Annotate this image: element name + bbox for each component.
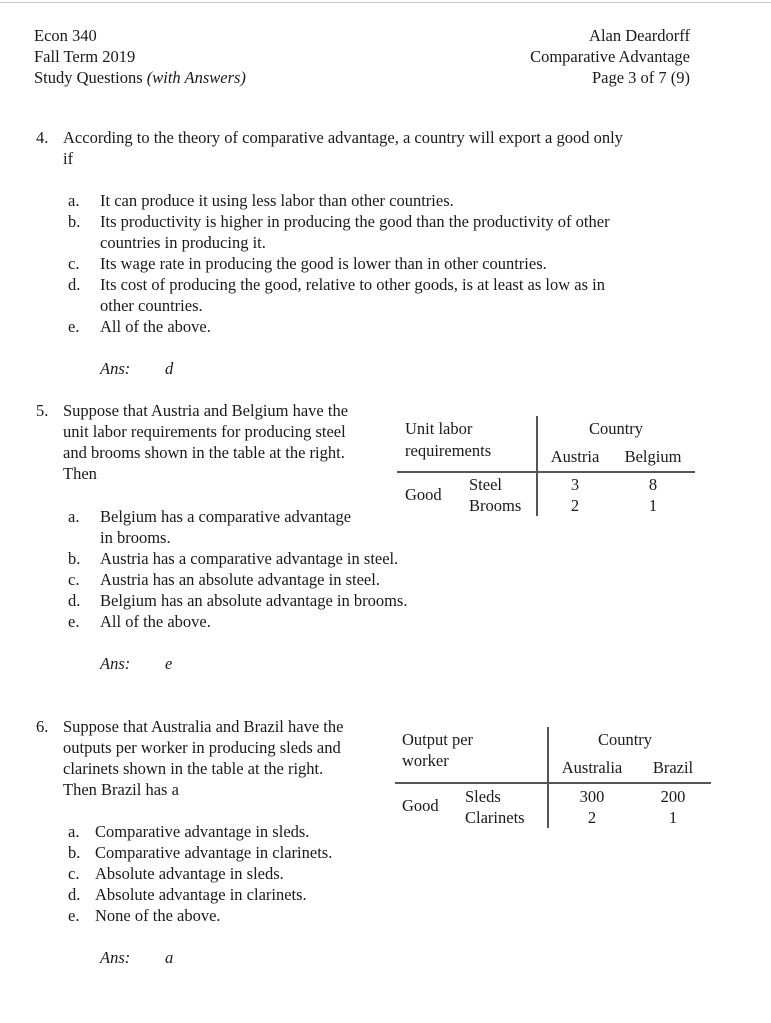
option-text: All of the above.	[100, 317, 211, 336]
option-text: Belgium has a comparative advantage	[100, 507, 352, 526]
answer-label: Ans:	[100, 948, 131, 967]
option-text: It can produce it using less labor than other countries.	[100, 191, 454, 210]
option-letter: b.	[68, 549, 81, 568]
page-top-border	[0, 2, 771, 3]
answer-label: Ans:	[100, 359, 131, 378]
option-letter: c.	[68, 570, 80, 589]
table-divider	[536, 416, 538, 516]
question-text: if	[63, 149, 74, 168]
question-text: Suppose that Australia and Brazil have the	[63, 717, 344, 736]
question-text: Then Brazil has a	[63, 780, 179, 799]
author: Alan Deardorff	[589, 26, 690, 45]
doc-type-italic: (with Answers)	[146, 68, 246, 87]
option-letter: a.	[68, 191, 80, 210]
table-row-group: Good	[405, 485, 442, 504]
table-row-label: Steel	[469, 475, 502, 494]
option-text: Absolute advantage in sleds.	[95, 864, 284, 883]
table-rule	[395, 782, 711, 784]
option-text: Austria has an absolute advantage in steel.	[100, 570, 380, 589]
option-letter: e.	[68, 612, 80, 631]
question-text: clarinets shown in the table at the right.	[63, 759, 324, 778]
question-text: outputs per worker in producing sleds and	[63, 738, 341, 757]
option-letter: d.	[68, 591, 81, 610]
doc-type-plain: Study Questions	[34, 68, 147, 87]
table-rule	[397, 471, 695, 473]
answer-label: Ans:	[100, 654, 131, 673]
table-divider	[547, 727, 549, 828]
topic: Comparative Advantage	[530, 47, 690, 66]
option-text: Comparative advantage in sleds.	[95, 822, 310, 841]
table-cell: 300	[579, 787, 605, 806]
table-cell: 8	[648, 475, 658, 494]
question-text: and brooms shown in the table at the right.	[63, 443, 345, 462]
option-text: Austria has a comparative advantage in steel.	[100, 549, 399, 568]
table-row-label: Brooms	[469, 496, 522, 515]
table-column-header: Australia	[561, 758, 623, 777]
option-letter: e.	[68, 317, 80, 336]
option-text: Its cost of producing the good, relative to other goods, is at least as low as in	[100, 275, 605, 294]
table-column-header: Austria	[550, 447, 600, 466]
option-text: in brooms.	[100, 528, 171, 547]
table-group-header: Country	[588, 419, 644, 438]
table-cell: 1	[648, 496, 658, 515]
question-text: Then	[63, 464, 97, 483]
option-text: Absolute advantage in clarinets.	[95, 885, 307, 904]
page-number: Page 3 of 7 (9)	[591, 68, 690, 87]
option-text: Belgium has an absolute advantage in brooms.	[100, 591, 408, 610]
answer-value: d	[165, 359, 174, 378]
option-letter: b.	[68, 212, 81, 231]
option-letter: c.	[68, 864, 80, 883]
question-text: unit labor requirements for producing steel	[63, 422, 346, 441]
table-corner-label: Unit labor	[405, 419, 473, 438]
option-letter: b.	[68, 843, 81, 862]
question-text: Suppose that Austria and Belgium have the	[63, 401, 349, 420]
option-text: Its wage rate in producing the good is lower than in other countries.	[100, 254, 547, 273]
table-cell: 200	[660, 787, 686, 806]
option-text: None of the above.	[95, 906, 221, 925]
table-cell: 2	[570, 496, 580, 515]
table-row-label: Sleds	[465, 787, 501, 806]
option-text: other countries.	[100, 296, 203, 315]
table-cell: 2	[587, 808, 597, 827]
question-number: 4.	[36, 128, 49, 147]
table-cell: 3	[570, 475, 580, 494]
option-letter: d.	[68, 885, 81, 904]
option-letter: a.	[68, 822, 80, 841]
option-letter: d.	[68, 275, 81, 294]
option-letter: c.	[68, 254, 80, 273]
doc-type	[34, 67, 246, 88]
question-number: 5.	[36, 401, 49, 420]
question-text: According to the theory of comparative advantage, a country will export a good only	[63, 128, 623, 147]
course-name: Econ 340	[34, 26, 97, 45]
table-corner-label: requirements	[405, 441, 492, 460]
option-letter: e.	[68, 906, 80, 925]
option-text: Its productivity is higher in producing the good than the productivity of other	[100, 212, 610, 231]
table-column-header: Belgium	[624, 447, 682, 466]
option-text: Comparative advantage in clarinets.	[95, 843, 333, 862]
term: Fall Term 2019	[34, 47, 136, 66]
option-letter: a.	[68, 507, 80, 526]
table-corner-label: Output per	[402, 730, 474, 749]
table-cell: 1	[668, 808, 678, 827]
answer-value: e	[165, 654, 173, 673]
table-corner-label: worker	[402, 751, 449, 770]
question-number: 6.	[36, 717, 49, 736]
answer-value: a	[165, 948, 174, 967]
table-column-header: Brazil	[652, 758, 694, 777]
table-row-label: Clarinets	[465, 808, 525, 827]
option-text: All of the above.	[100, 612, 211, 631]
table-row-group: Good	[402, 796, 439, 815]
table-group-header: Country	[597, 730, 653, 749]
option-text: countries in producing it.	[100, 233, 266, 252]
